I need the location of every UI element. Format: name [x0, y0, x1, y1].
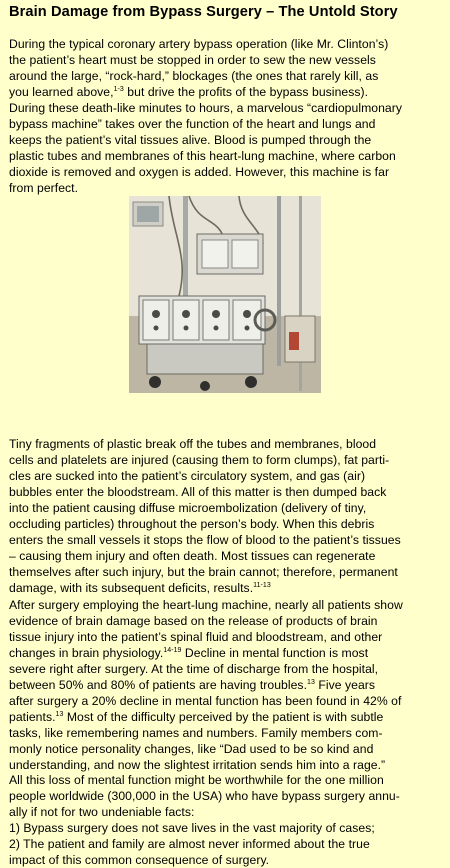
line-text: into the patient causing diffuse microembolization (delivery of tiny,	[9, 501, 367, 515]
line-text: between 50% and 80% of patients are having troubles.	[9, 678, 308, 692]
text-line	[9, 436, 445, 452]
text-line	[9, 564, 445, 580]
line-text: bubbles enter the bloodstream. All of this matter is then dumped back	[9, 485, 387, 499]
text-line	[9, 852, 445, 868]
line-text: cles are sucked into the patient’s circulatory system, and gas (air)	[9, 469, 366, 483]
line-text: cells and platelets are injured (causing them to form clumps), fat parti-	[9, 453, 390, 467]
line-text: the patient’s heart must be stopped in order to sew the new vessels	[9, 53, 376, 67]
text-line	[9, 116, 445, 132]
text-line	[9, 484, 445, 500]
line-text: bypass machine” takes over the function of the heart and lungs and	[9, 117, 376, 131]
text-line	[9, 645, 445, 661]
text-line	[9, 164, 445, 180]
text-line	[9, 613, 445, 629]
text-line	[9, 516, 445, 532]
text-line	[9, 548, 445, 564]
citation-ref: 14-19	[163, 647, 182, 654]
line-text: from perfect.	[9, 181, 79, 195]
text-line	[9, 452, 445, 468]
line-text: dioxide is removed and oxygen is added. However, this machine is far	[9, 165, 390, 179]
line-text: tasks, like remembering names and numbers. Family members com-	[9, 726, 383, 740]
text-line	[9, 661, 445, 677]
text-line	[9, 36, 445, 52]
line-text: around the large, “rock-hard,” blockages (the ones that rarely kill, as	[9, 69, 379, 83]
line-text: Tiny fragments of plastic break off the tubes and membranes, blood	[9, 437, 377, 451]
text-line	[9, 804, 445, 820]
text-line	[9, 741, 445, 757]
text-line	[9, 709, 445, 725]
citation-ref: 13	[55, 711, 64, 718]
line-text: plastic tubes and membranes of this heart-lung machine, where carbon	[9, 149, 396, 163]
heart-lung-machine-photo	[129, 196, 321, 393]
line-text: monly notice personality changes, like “Dad used to be so kind and	[9, 742, 374, 756]
text-line	[9, 629, 445, 645]
line-text: 2) The patient and family are almost never informed about the true	[9, 837, 370, 851]
line-text: people worldwide (300,000 in the USA) who have bypass surgery annu-	[9, 789, 400, 803]
text-line	[9, 180, 445, 196]
line-text-cont: Five years	[314, 678, 376, 692]
page-title: Brain Damage from Bypass Surgery – The Untold Story	[9, 4, 398, 20]
line-text: ally if not for two undeniable facts:	[9, 805, 195, 819]
line-text: After surgery employing the heart-lung machine, nearly all patients show	[9, 598, 403, 612]
paragraph-intro	[9, 36, 445, 196]
text-line	[9, 788, 445, 804]
citation-ref: 1-3	[113, 86, 124, 93]
text-line	[9, 757, 445, 773]
paragraph-conclusion	[9, 772, 445, 868]
text-line	[9, 52, 445, 68]
line-text: changes in brain physiology.	[9, 646, 164, 660]
line-text-cont: but drive the profits of the bypass business).	[123, 85, 369, 99]
text-line	[9, 836, 445, 852]
line-text: During the typical coronary artery bypass operation (like Mr. Clinton’s)	[9, 37, 389, 51]
text-line	[9, 100, 445, 116]
text-line	[9, 772, 445, 788]
line-text: understanding, and now the slightest irritation sends him into a rage.”	[9, 758, 386, 772]
line-text: themselves after such injury, but the brain cannot; therefore, permanent	[9, 565, 398, 579]
text-line	[9, 580, 445, 596]
citation-ref: 11-13	[253, 582, 271, 589]
line-text: you learned above,	[9, 85, 114, 99]
line-text-cont: Decline in mental function is most	[181, 646, 369, 660]
text-line	[9, 500, 445, 516]
citation-ref: 13	[307, 679, 315, 686]
text-line	[9, 132, 445, 148]
text-line	[9, 820, 445, 836]
text-line	[9, 532, 445, 548]
line-text: All this loss of mental function might be worthwhile for the one million	[9, 773, 384, 787]
line-text: occluding particles) throughout the person’s body. When this debris	[9, 517, 375, 531]
text-line	[9, 148, 445, 164]
paragraph-embolization	[9, 436, 445, 596]
text-line	[9, 68, 445, 84]
text-line	[9, 597, 445, 613]
line-text: patients.	[9, 710, 56, 724]
line-text-cont: Most of the difficulty perceived by the patient is with subtle	[63, 710, 384, 724]
text-line	[9, 725, 445, 741]
line-text: enters the small vessels it stops the flow of blood to the patient’s tissues	[9, 533, 401, 547]
line-text: tissue injury into the patient’s spinal fluid and bloodstream, and other	[9, 630, 383, 644]
text-line	[9, 84, 445, 100]
line-text: severe right after surgery. At the time of discharge from the hospital,	[9, 662, 379, 676]
line-text: 1) Bypass surgery does not save lives in the vast majority of cases;	[9, 821, 375, 835]
line-text: evidence of brain damage based on the release of products of brain	[9, 614, 378, 628]
text-line	[9, 468, 445, 484]
line-text: keeps the patient’s vital tissues alive. Blood is pumped through the	[9, 133, 372, 147]
line-text: During these death-like minutes to hours, a marvelous “cardiopulmonary	[9, 101, 403, 115]
line-text: after surgery a 20% decline in mental function has been found in 42% of	[9, 694, 402, 708]
line-text: – causing them injury and often death. Most tissues can regenerate	[9, 549, 376, 563]
paragraph-brain-damage	[9, 597, 445, 773]
text-line	[9, 693, 445, 709]
line-text: impact of this common consequence of surgery.	[9, 853, 270, 867]
text-line	[9, 677, 445, 693]
line-text: damage, with its subsequent deficits, results.	[9, 581, 254, 595]
